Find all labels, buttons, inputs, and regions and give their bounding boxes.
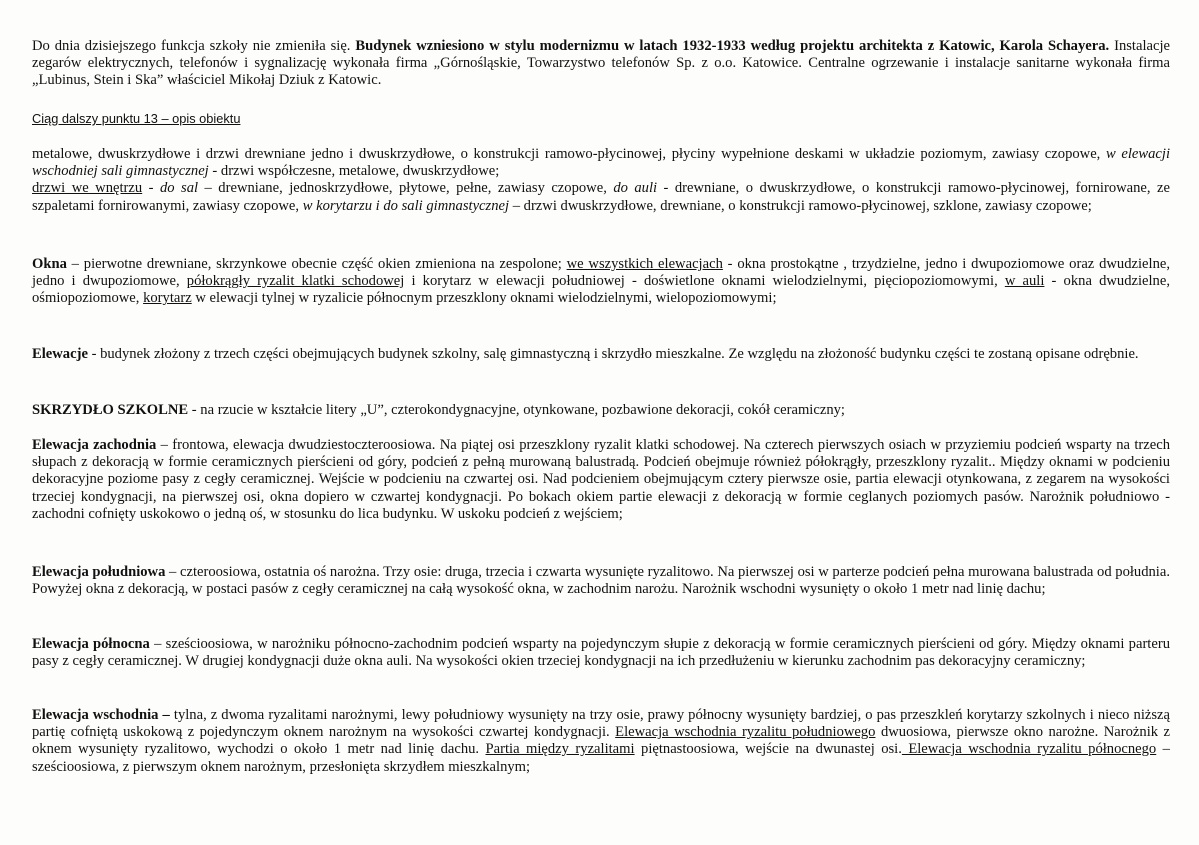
west-elevation-paragraph xyxy=(32,437,1170,523)
elevations-text: - budynek złożony z trzech części obejmujących budynek szkolny, salę gimnastyczną i skrzydło mieszkalne. Ze względu na złożoność budynku części te zostaną opisane odrębnie. xyxy=(87,346,1139,362)
elevations-paragraph xyxy=(32,346,1170,363)
south-elevation-text: – czteroosiowa, ostatnia oś narożna. Trzy osie: druga, trzecia i czwarta wysunięte ryzalitowo. Na pierwszej osi w parterze podcień pełna murowana balustrada od południa. Powyżej okna z dekoracją, w postaci pasów z cegły ceramicznej na całą wysokość okna, w zachodnim narożu. Narożnik wschodni wysunięty o około 1 metr nad linię dachu; xyxy=(32,564,1170,598)
east-elevation-text-2: dwuosiowa, pierwsze okno narożne. Narożnik z oknem wysunięty ryzalitowo, wychodzi o około 1 metr nad linię dachu. xyxy=(32,724,1170,758)
school-wing-paragraph xyxy=(32,402,1170,419)
west-elevation-label: Elewacja zachodnia xyxy=(32,437,157,453)
east-elevation-underline-2: Partia między ryzalitami xyxy=(485,741,635,758)
east-elevation-underline-1: Elewacja wschodnia ryzalitu południowego xyxy=(615,724,876,741)
windows-underline-3: w auli xyxy=(1004,273,1045,290)
north-elevation-text: – sześcioosiowa, w narożniku północno-zachodnim podcień wsparty na pojedynczym słupie z dekoracją w formie ceramicznych pierścieni od góry. Między oknami parteru pasy z cegły ceramicznej. W drugiej kondygnacji duże okna auli. Na wysokości okien trzeciej kondygnacji na ich przedłużeniu w kierunku zachodnim pas dekoracyjny ceramiczny; xyxy=(32,636,1170,670)
intro-paragraph xyxy=(32,38,1170,90)
school-wing-text: - na rzucie w kształcie litery „U”, czterokondygnacyjne, otynkowane, pozbawione dekoracji, cokół ceramiczny; xyxy=(188,402,845,418)
west-elevation-text: – frontowa, elewacja dwudziestoczteroosiowa. Na piątej osi przeszklony ryzalit klatki schodowej. Na czterech pierwszych osiach w przyziemiu podcień wsparty na trzech słupach z dekoracją w formie ceramicznych pierścieni od góry, podcień z pełną murowaną balustradą. Podcień obejmuje również półokrągły, przeszklony ryzalit.. Między oknami w podcieniu dekoracyjne poziome pasy z cegły ceramicznej. Wejście w podcieniu na czwartej osi. Nad podcieniem obejmującym cztery pierwsze osie, partia elewacji otynkowana, z zegarem na wysokości trzeciej kondygnacji, na pierwszej osi, okna dopiero w czwartej kondygnacji. Po bokach okiem partie elewacji z dekoracją w formie ceglanych poziomych pasów. Narożnik południowo - zachodni cofnięty uskokowo o jedną oś, w stosunku do lica budynku. W uskoku podcień z wejściem; xyxy=(32,437,1170,522)
north-elevation-paragraph xyxy=(32,636,1170,670)
windows-underline-1: we wszystkich elewacjach xyxy=(566,256,723,272)
south-elevation-paragraph xyxy=(32,564,1170,598)
section-header: Ciąg dalszy punktu 13 – opis obiektu xyxy=(32,111,241,126)
east-elevation-label: Elewacja wschodnia – xyxy=(32,707,170,723)
windows-underline-4: korytarz xyxy=(143,290,192,307)
east-elevation-paragraph xyxy=(32,707,1170,776)
doors-text-5: - drewniane, o dwuskrzydłowe, o konstrukcji ramowo-płycinowej, fornirowane, ze szpaletami fornirowanymi, zawiasy czopowe, xyxy=(32,180,1170,214)
school-wing-label: SKRZYDŁO SZKOLNE xyxy=(32,402,189,418)
windows-text-2: - okna prostokątne , trzydzielne, jedno i dwupoziomowe oraz dwudzielne, jedno i dwupoziomowe, xyxy=(32,256,1170,290)
doors-text-6: – drzwi dwuskrzydłowe, drewniane, o konstrukcji ramowo-płycinowej, szklone, zawiasy czopowe; xyxy=(509,197,1092,214)
windows-paragraph xyxy=(32,256,1170,308)
windows-underline-2: półokrągły ryzalit klatki schodowej xyxy=(186,273,405,290)
doors-italic-2: do sal xyxy=(159,180,199,197)
doors-italic-1: w elewacji wschodniej sali gimnastycznej xyxy=(32,146,1170,180)
intro-text: Do dnia dzisiejszego funkcja szkoły nie zmieniła się. xyxy=(32,38,356,54)
east-elevation-text-4: – sześcioosiowa, z pierwszym oknem narożnym, przesłonięta skrzydłem mieszkalnym; xyxy=(32,741,1170,775)
elevations-label: Elewacje xyxy=(32,346,88,362)
intro-bold-text: Budynek wzniesiono w stylu modernizmu w latach 1932-1933 według projektu architekta z Katowic, Karola Schayera. xyxy=(355,38,1110,54)
windows-text-4: - okna dwudzielne, ośmiopoziomowe, xyxy=(32,273,1170,307)
windows-text-1: – pierwotne drewniane, skrzynkowe obecnie część okien zmieniona na zespolone; xyxy=(66,256,567,272)
north-elevation-label: Elewacja północna xyxy=(32,636,150,652)
doors-italic-3: do auli xyxy=(613,180,658,197)
east-elevation-underline-3: Elewacja wschodnia ryzalitu północnego xyxy=(901,741,1157,758)
windows-text-5: w elewacji tylnej w ryzalicie północnym przeszklony oknami wielodzielnymi, wielopoziomowymi; xyxy=(191,290,777,307)
doors-text-3: - xyxy=(142,180,160,197)
intro-text-2: Instalacje zegarów elektrycznych, telefonów i sygnalizację wykonała firma „Górnośląskie, Towarzystwo telefonów Sp. z o.o. Katowice. Centralne ogrzewanie i instalacje sanitarne wykonała firma „Lubinus, Stein i Ska” właściciel Mikołaj Dziuk z Katowic. xyxy=(32,38,1171,89)
east-elevation-text-1: tylna, z dwoma ryzalitami narożnymi, lewy południowy wysunięty na trzy osie, prawy północny wysunięty bardziej, o pas przeszkleń korytarzy szkolnych i nieco niższą partię cofniętą uskokową z pojedynczym oknem narożnym na wysokości czwartej kondygnacji. xyxy=(32,707,1170,741)
doors-text-4: – drewniane, jednoskrzydłowe, płytowe, pełne, zawiasy czopowe, xyxy=(198,180,614,197)
doors-text-1: metalowe, dwuskrzydłowe i drzwi drewniane jedno i dwuskrzydłowe, o konstrukcji ramowo-płycinowej, płyciny wypełnione deskami w układzie poziomym, zawiasy czopowe, xyxy=(32,146,1106,162)
windows-label: Okna xyxy=(32,256,67,272)
doors-text-2: - drzwi współczesne, metalowe, dwuskrzydłowe; xyxy=(208,163,500,180)
doors-italic-4: w korytarzu i do sali gimnastycznej xyxy=(302,197,510,214)
doors-paragraph xyxy=(32,146,1170,215)
doors-underline-1: drzwi we wnętrzu xyxy=(32,180,143,197)
east-elevation-text-3: piętnastoosiowa, wejście na dwunastej osi. xyxy=(634,741,902,758)
south-elevation-label: Elewacja południowa xyxy=(32,564,166,580)
windows-text-3: i korytarz w elewacji południowej - doświetlone oknami wielodzielnymi, pięciopoziomowymi, xyxy=(404,273,1005,290)
